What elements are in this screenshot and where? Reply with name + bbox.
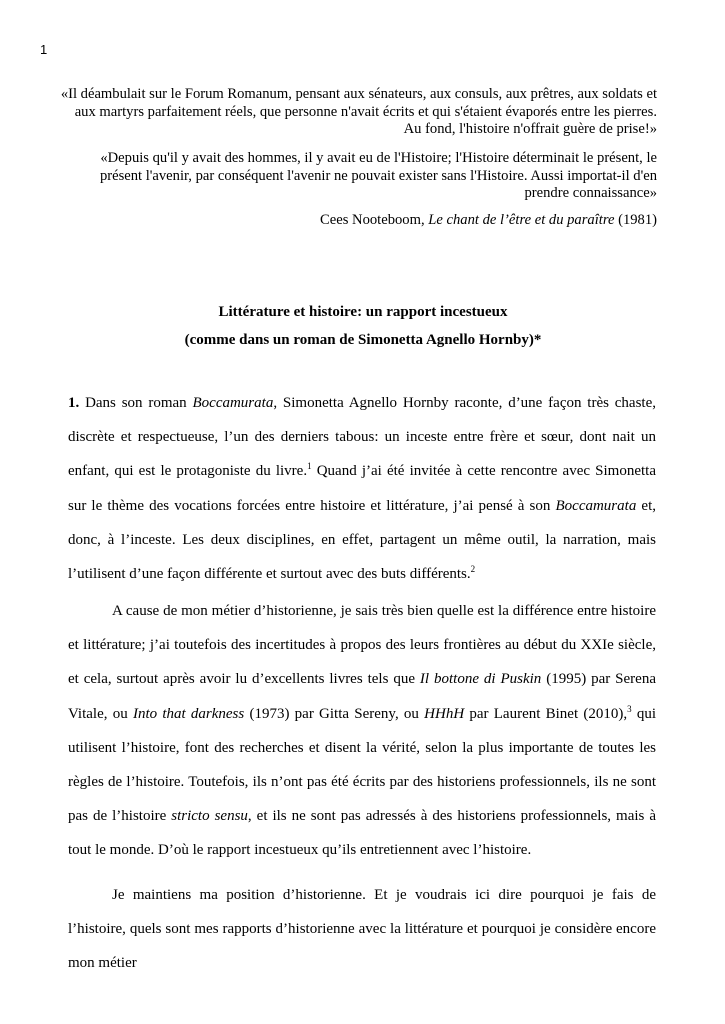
text-run: A cause de mon métier d’historienne, je sais très bien quelle est la différence entre histoire et littérature; j’ai toutefois des incertitudes à propos des leurs frontières au début du XXIe siècle, et cela, surtout après avoir lu d’excellents livres tels que: [68, 603, 656, 688]
epigraph-quote-history: «Depuis qu'il y avait des hommes, il y avait eu de l'Histoire; l'Histoire déterminait le présent, le présent l'avenir, par conséquent l'avenir ne pouvait exister sans l'Histoire. Aussi importat-il d'en prendre connaissance»: [99, 150, 657, 201]
footnote-ref-3[interactable]: 3: [627, 703, 632, 714]
paragraph-1: [68, 386, 656, 591]
text-run: , Simonetta Agnello Hornby raconte, d’une façon très chaste, discrète et respectueuse, l’un des derniers tabous: un inceste entre frère et sœur, dont nait un enfant, qui est le protagoniste du livre.: [68, 395, 656, 480]
section-number: 1.: [68, 395, 80, 411]
text-run: qui utilisent l’histoire, font des recherches et disent la vérité, selon la plus importante de toutes les règles de l’histoire. Toutefois, ils n’ont pas été écrits par des historiens professionnels, ils ne sont pas de l’histoire: [68, 705, 656, 825]
text-run: (1995) par Serena Vitale, ou: [68, 671, 656, 722]
epigraph-citation: [57, 212, 657, 230]
paragraph-3: [68, 878, 656, 981]
paragraph-2: [68, 594, 656, 868]
citation-author: Cees Nooteboom,: [320, 212, 429, 228]
book-title: HHhH: [424, 705, 465, 722]
epigraph-quote-forum: «Il déambulait sur le Forum Romanum, pensant aux sénateurs, aux consuls, aux prêtres, aux soldats et aux martyrs parfaitement réels, que personne n'avait écrits et qui s'étaient évaporés entre les pierres. Au fond, l'histoire n'offrait guère de prise!»: [60, 86, 657, 137]
latin-term: stricto sensu: [171, 808, 248, 825]
article-title: Littérature et histoire: un rapport incestueux: [218, 304, 508, 320]
text-run: Dans son roman: [79, 395, 193, 411]
book-title: Into that darkness: [132, 705, 245, 722]
footnote-ref-2[interactable]: 2: [470, 564, 476, 575]
text-run: Quand j’ai été invitée à cette rencontre avec Simonetta sur le thème des vocations forcées entre histoire et littérature, j’ai pensé à son: [68, 463, 656, 514]
footnote-ref-1[interactable]: 1: [307, 461, 312, 472]
article-subtitle: (comme dans un roman de Simonetta Agnello Hornby)*: [184, 332, 542, 348]
page-number: 1: [40, 42, 48, 57]
citation-work-title: Le chant de l’être et du paraître: [428, 212, 615, 228]
text-run: (1973) par Gitta Sereny, ou: [244, 705, 425, 722]
book-title: Boccamurata: [555, 497, 637, 514]
book-title: Il bottone di Puskin: [419, 671, 542, 688]
text-run: et, donc, à l’inceste. Les deux disciplines, en effet, partagent un même outil, la narration, mais l’utilisent d’une façon différente et surtout avec des buts différents.: [68, 497, 657, 583]
text-run: par Laurent Binet (2010),: [464, 705, 628, 722]
text-run: Je maintiens ma position d’historienne. Et je voudrais ici dire pourquoi je fais de l’histoire, quels sont mes rapports d’historienne avec la littérature et pourquoi je considère encore mon métier: [68, 887, 656, 972]
book-title: Boccamurata: [192, 395, 274, 411]
text-run: , et ils ne sont pas adressés à des historiens professionnels, mais à tout le monde. D’où le rapport incestueux qu’ils entretiennent avec l’histoire.: [68, 808, 656, 859]
citation-year: (1981): [614, 212, 657, 228]
